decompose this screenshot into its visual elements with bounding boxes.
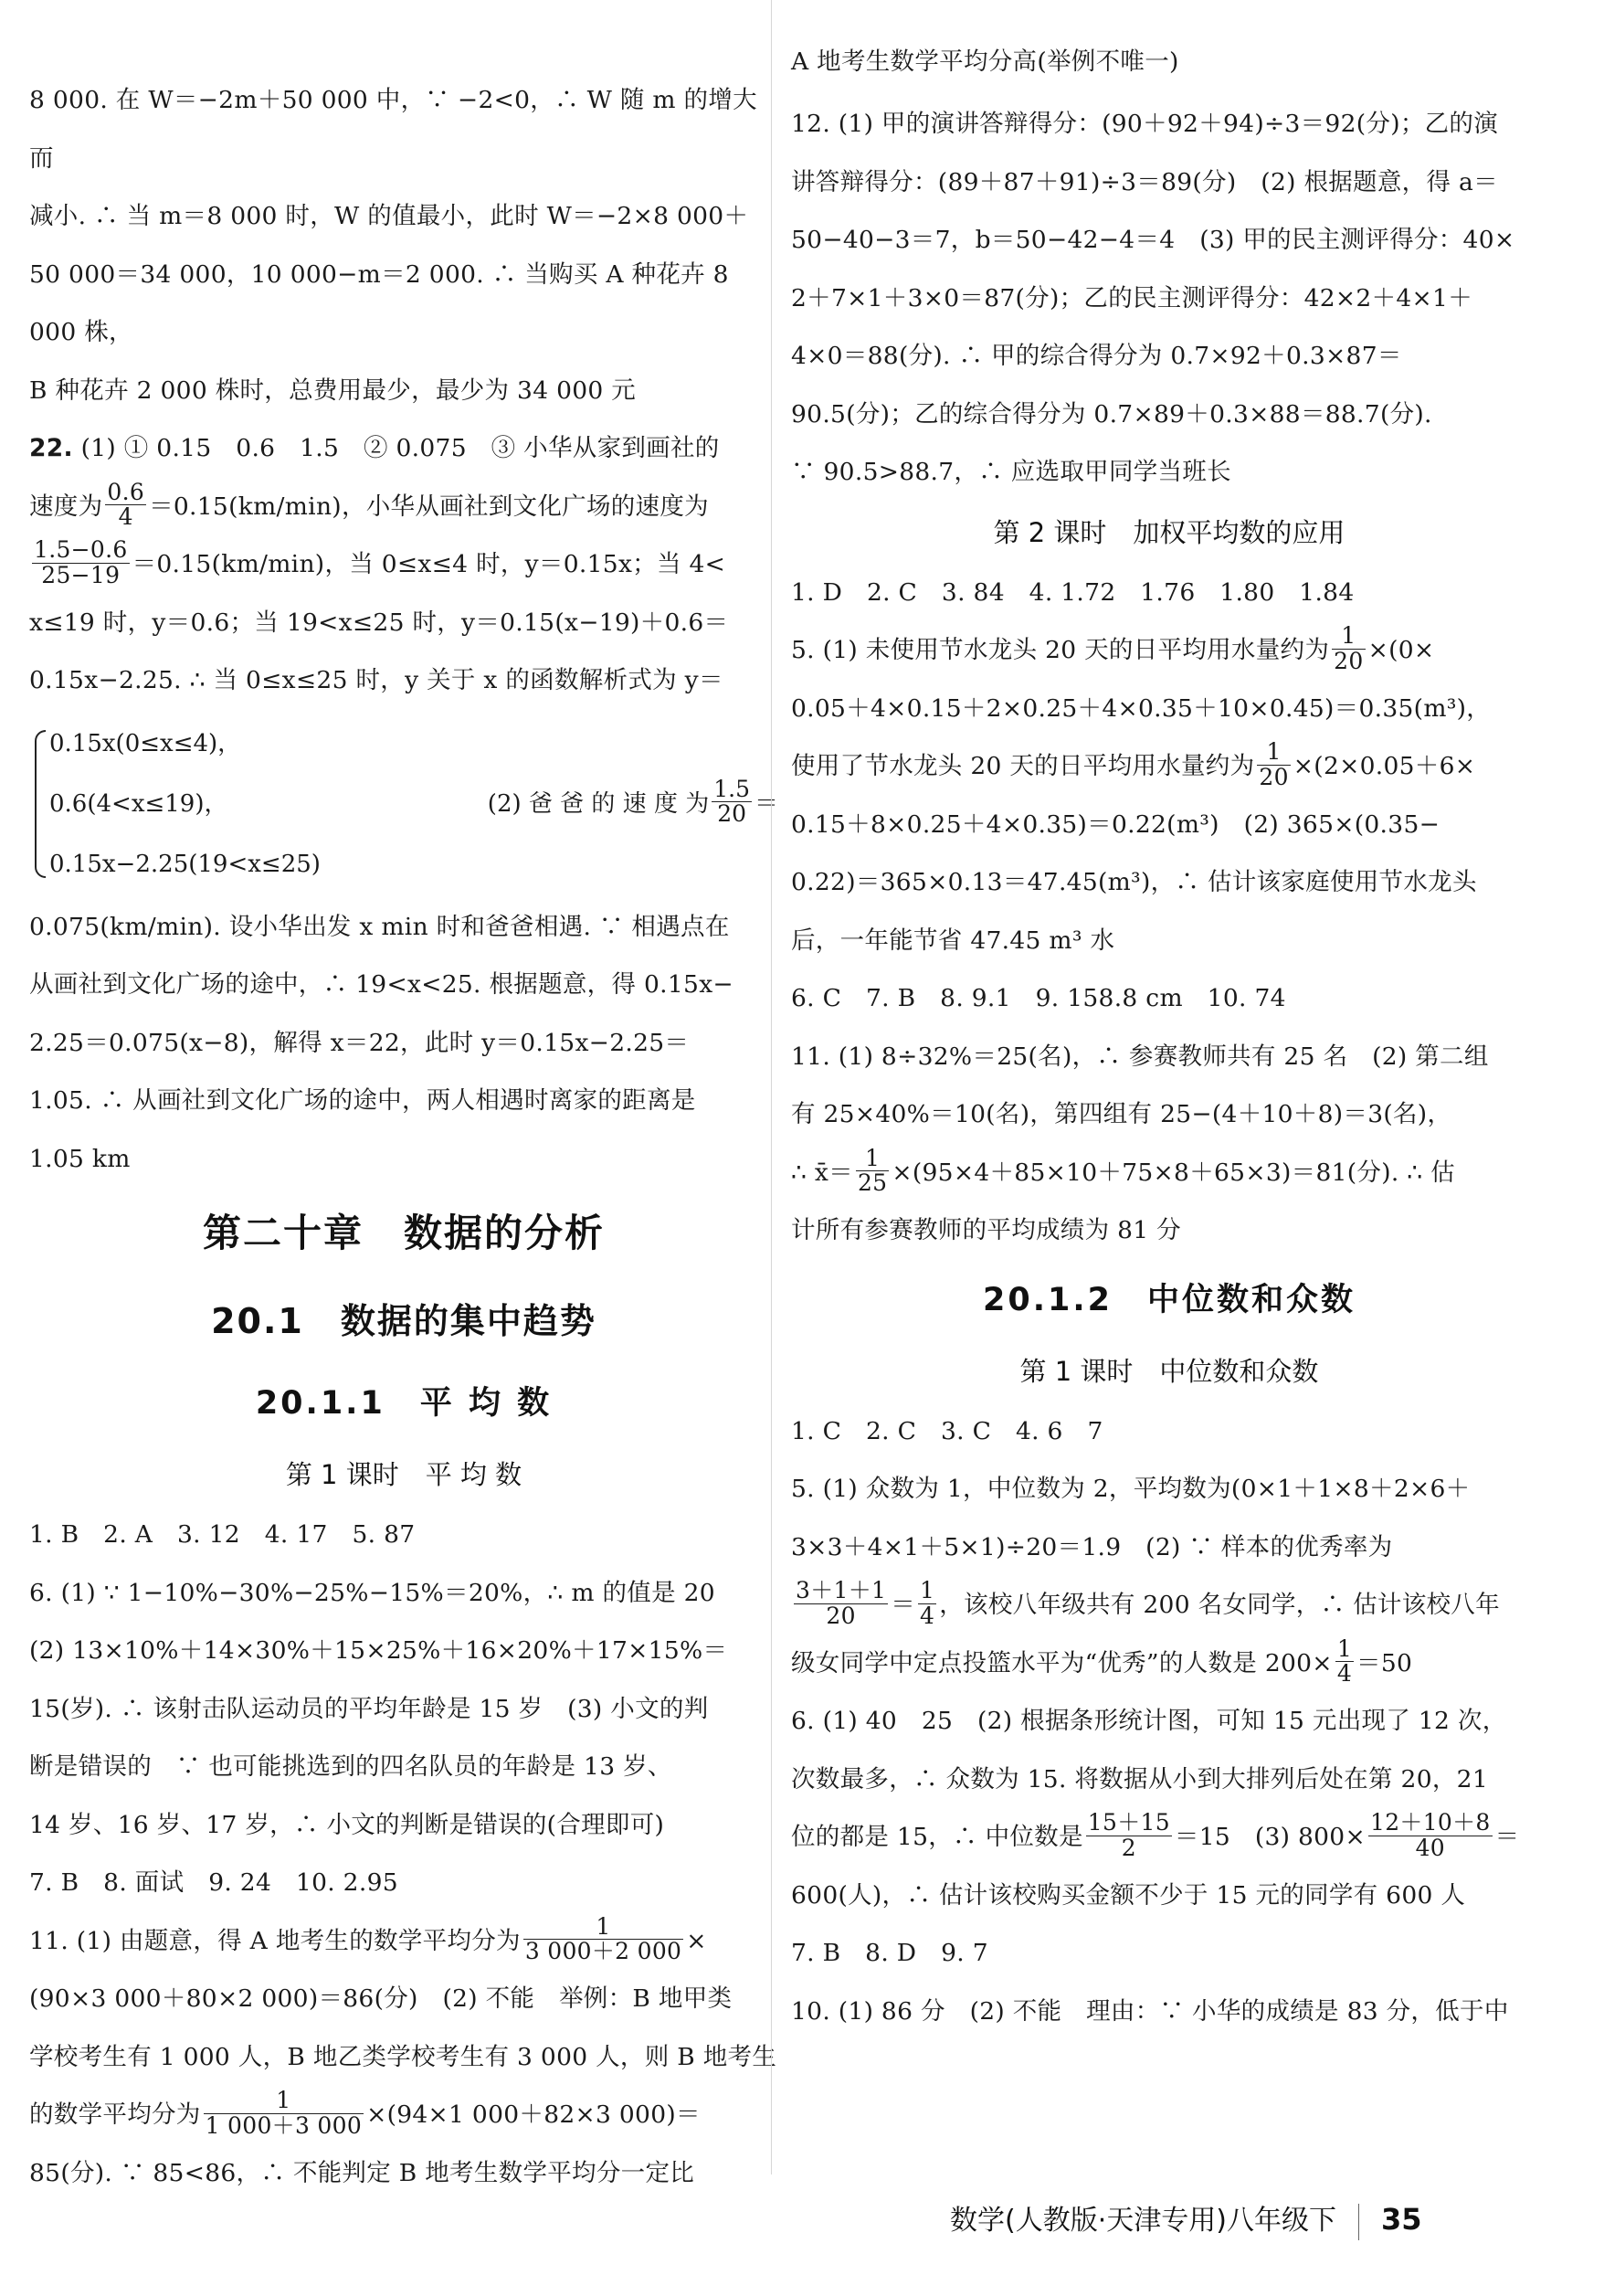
answer-line: 12. (1) 甲的演讲答辩得分：(90＋92＋94)÷3＝92(分)；乙的演 (791, 110, 1499, 138)
piecewise-case: 0.15x(0≤x≤4)， (49, 729, 242, 757)
answer-line: 90.5(分)；乙的综合得分为 0.7×89＋0.3×88＝88.7(分). (791, 399, 1432, 429)
question-22-line: 0.075(km/min). 设小华出发 x min 时和爸爸相遇. ∵ 相遇点在 (29, 912, 730, 941)
fraction-numerator: 1 (1336, 1635, 1353, 1662)
text-span: 的数学平均分为 (29, 2100, 201, 2129)
fraction-denominator: 25−19 (41, 561, 121, 588)
question-22-line: x≤19 时，y＝0.6；当 19<x≤25 时，y＝0.15(x−19)＋0.6＝ (29, 608, 729, 637)
answer-line: 6. C 7. B 8. 9.1 9. 158.8 cm 10. 74 (791, 984, 1286, 1012)
answer-line: 次数最多，∴ 众数为 15. 将数据从小到大排列后处在第 20，21 (791, 1764, 1488, 1793)
answer-line: (2) 13×10%＋14×30%＋15×25%＋16×20%＋17×15%＝ (29, 1636, 728, 1665)
question-22-line: 2.25＝0.075(x−8)，解得 x＝22，此时 y＝0.15x−2.25＝ (29, 1028, 690, 1057)
fraction (1368, 1811, 1493, 1860)
answer-line: (90×3 000＋80×2 000)＝86(分) (2) 不能 举例：B 地甲类 (29, 1984, 733, 2013)
fraction-denominator: 2 (1121, 1834, 1136, 1861)
fraction-numerator: 15＋15 (1087, 1809, 1170, 1836)
left-column (29, 71, 778, 2202)
fraction-numerator: 3＋1＋1 (796, 1577, 887, 1604)
answer-line: 有 25×40%＝10(名)，第四组有 25−(4＋10＋8)＝3(名)， (791, 1100, 1452, 1128)
fraction-denominator: 1 000＋3 000 (205, 2111, 363, 2139)
fraction-denominator: 3 000＋2 000 (524, 1938, 682, 1964)
text-span: ＝ (891, 1591, 916, 1619)
text-span: × (686, 1926, 707, 1955)
question-number: 22. (29, 434, 73, 462)
subsection-title: 20.1.1 平 均 数 (255, 1385, 553, 1422)
fraction-numerator: 1 (523, 1915, 683, 1940)
subsection-title: 20.1.2 中位数和众数 (982, 1281, 1356, 1318)
fraction (1335, 1637, 1354, 1687)
answer-line: 0.15＋8×0.25＋4×0.35)＝0.22(m³) (2) 365×(0.35− (791, 809, 1440, 839)
answer-line (791, 1144, 1547, 1202)
text-span: 级女同学中定点投篮水平为“优秀”的人数是 200× (791, 1648, 1333, 1677)
fraction-denominator: 20 (1334, 647, 1364, 674)
answer-line: 1. B 2. A 3. 12 4. 17 5. 87 (29, 1520, 416, 1549)
question-22-line: 从画社到文化广场的途中，∴ 19<x<25. 根据题意，得 0.15x− (29, 970, 733, 999)
fraction (32, 538, 130, 587)
fraction-denominator: 25 (857, 1169, 888, 1196)
fraction (105, 478, 146, 530)
fraction-denominator: 4 (920, 1602, 935, 1629)
fraction-numerator: 1 (856, 1147, 889, 1171)
question-22-line (29, 419, 778, 478)
answer-line: 讲答辩得分：(89＋87＋91)÷3＝89(分) (2) 根据题意，得 a＝ (791, 167, 1498, 196)
answer-line: 1. C 2. C 3. C 4. 6 7 (791, 1416, 1103, 1445)
fraction-denominator: 20 (826, 1602, 856, 1629)
page-footer (950, 2197, 1571, 2240)
fraction-numerator: 0.6 (107, 478, 145, 505)
fraction-denominator: 4 (1336, 1660, 1353, 1687)
fraction-denominator: 40 (1415, 1834, 1446, 1861)
text-line: 减小. ∴ 当 m＝8 000 时，W 的值最小，此时 W＝−2×8 000＋ (29, 202, 749, 230)
text-span: ×(94×1 000＋82×3 000)＝ (366, 2100, 701, 2129)
answer-line: 5. (1) 众数为 1，中位数为 2，平均数为(0×1＋1×8＋2×6＋ (791, 1475, 1471, 1503)
question-22-line: 1.05. ∴ 从画社到文化广场的途中，两人相遇时离家的距离是 (29, 1086, 696, 1115)
piecewise-row (49, 714, 778, 774)
fraction (204, 2089, 364, 2138)
text-span: ×(2×0.05＋6× (1293, 752, 1476, 780)
answer-line (791, 621, 1547, 680)
answer-line (29, 2086, 778, 2144)
text-span: ＝50 (1356, 1648, 1413, 1677)
text-span: ＝0.15(km/min)，小华从画社到文化广场的速度为 (149, 492, 709, 521)
lesson-title: 第 1 课时 平 均 数 (285, 1459, 522, 1490)
answer-line (791, 1635, 1547, 1693)
text-span (488, 774, 778, 834)
question-22-line: 1.05 km (29, 1144, 131, 1173)
text-span: ∴ x̄＝ (791, 1158, 853, 1187)
answer-line (791, 737, 1547, 796)
answer-line: 11. (1) 8÷32%＝25(名)，∴ 参赛教师共有 25 名 (2) 第二组 (791, 1042, 1489, 1071)
text-span: ＝ (754, 789, 778, 818)
fraction-numerator: 12＋10＋8 (1369, 1809, 1491, 1836)
answer-line: 15(岁). ∴ 该射击队运动员的平均年龄是 15 岁 (3) 小文的判 (29, 1694, 709, 1723)
question-22-line (29, 478, 778, 536)
text-line: B 种花卉 2 000 株时，总费用最少，最少为 34 000 元 (29, 376, 637, 405)
answer-line: 6. (1) 40 25 (2) 根据条形统计图，可知 15 元出现了 12 次， (791, 1707, 1507, 1735)
text-span: 位的都是 15，∴ 中位数是 (791, 1823, 1083, 1851)
fraction-numerator: 1 (1257, 740, 1290, 765)
piecewise-row (49, 774, 778, 834)
text-span: 使用了节水龙头 20 天的日平均用水量约为 (791, 752, 1255, 780)
answer-line: 0.05＋4×0.15＋2×0.25＋4×0.35＋10×0.45)＝0.35(m³)， (791, 693, 1492, 723)
answer-line: 85(分). ∵ 85<86，∴ 不能判定 B 地考生数学平均分一定比 (29, 2158, 695, 2187)
answer-line (791, 1808, 1547, 1867)
text-line: 50 000＝34 000，10 000−m＝2 000. ∴ 当购买 A 种花卉 8 000 株， (29, 259, 729, 346)
lesson-title: 第 2 课时 加权平均数的应用 (993, 516, 1345, 548)
answer-line: 计所有参赛教师的平均成绩为 81 分 (791, 1216, 1181, 1244)
answer-line: 7. B 8. 面试 9. 24 10. 2.95 (29, 1868, 398, 1897)
piecewise-row (49, 834, 778, 894)
question-22-line: 0.15x−2.25. ∴ 当 0≤x≤25 时，y 关于 x 的函数解析式为 y＝ (29, 666, 723, 694)
text-line: 8 000. 在 W＝−2m＋50 000 中，∵ −2<0，∴ W 随 m 的增大而 (29, 86, 757, 173)
footer-divider (1358, 2204, 1359, 2240)
answer-line: 10. (1) 86 分 (2) 不能 理由：∵ 小华的成绩是 83 分，低于中 (791, 1996, 1509, 2026)
text-span: ，该校八年级共有 200 名女同学，∴ 估计该校八年 (939, 1591, 1500, 1619)
text-span: 11. (1) 由题意，得 A 地考生的数学平均分为 (29, 1926, 521, 1955)
fraction-denominator: 20 (1259, 763, 1289, 790)
answer-line: 学校考生有 1 000 人，B 地乙类学校考生有 3 000 人，则 B 地考生 (29, 2042, 777, 2071)
question-22-line (29, 535, 778, 594)
answer-line: 50−40−3＝7，b＝50−42−4＝4 (3) 甲的民主测评得分：40× (791, 226, 1515, 254)
answer-line: 14 岁、16 岁、17 岁，∴ 小文的判断是错误的(合理即可) (29, 1810, 665, 1839)
answer-line: 3×3＋4×1＋5×1)÷20＝1.9 (2) ∵ 样本的优秀率为 (791, 1532, 1393, 1561)
fraction-numerator: 1 (1332, 624, 1365, 649)
answer-line: 4×0＝88(分). ∴ 甲的综合得分为 0.7×92＋0.3×87＝ (791, 342, 1402, 370)
text-span: ＝0.15(km/min)，当 0≤x≤4 时，y＝0.15x；当 4< (132, 550, 726, 578)
book-title: 数学(人教版·天津专用)八年级下 (950, 2205, 1336, 2237)
fraction (1332, 624, 1365, 673)
text-span: ×(95×4＋85×10＋75×8＋65×3)＝81(分). ∴ 估 (892, 1158, 1455, 1187)
answer-line: 断是错误的 ∵ 也可能挑选到的四名队员的年龄是 13 岁、 (29, 1752, 672, 1781)
answer-line: 0.22)＝365×0.13＝47.45(m³)，∴ 估计该家庭使用节水龙头 (791, 868, 1477, 896)
fraction (856, 1144, 889, 1196)
fraction-numerator: 1.5 (713, 775, 750, 802)
answer-line: 2＋7×1＋3×0＝87(分)；乙的民主测评得分：42×2＋4×1＋ (791, 283, 1473, 312)
fraction-denominator: 4 (118, 503, 133, 530)
text-span: 速度为 (29, 492, 103, 521)
chapter-title: 第二十章 数据的分析 (202, 1211, 605, 1255)
text-span: ×(0× (1367, 636, 1435, 664)
piecewise-function (29, 714, 778, 894)
text-span: ＝ (1494, 1823, 1520, 1851)
text-span: (2) 爸 爸 的 速 度 为 (487, 789, 710, 818)
fraction (1257, 740, 1290, 789)
fraction-denominator: 20 (717, 800, 746, 827)
fraction-numerator: 1 (204, 2089, 364, 2113)
piecewise-case: 0.15x−2.25(19<x≤25) (49, 850, 321, 878)
answer-line: 1. D 2. C 3. 84 4. 1.72 1.76 1.80 1.84 (791, 577, 1355, 607)
answer-line (791, 1576, 1547, 1635)
piecewise-case: 0.6(4<x≤19)， (49, 789, 228, 818)
answer-line: ∵ 90.5>88.7，∴ 应选取甲同学当班长 (791, 458, 1231, 486)
page-number: 35 (1380, 2202, 1422, 2237)
text-span: 5. (1) 未使用节水龙头 20 天的日平均用水量约为 (791, 636, 1330, 664)
answer-line: 6. (1) ∵ 1−10%−30%−25%−15%＝20%，∴ m 的值是 20 (29, 1578, 715, 1607)
answer-line (29, 1912, 778, 1971)
text-span: ＝15 (3) 800× (1174, 1823, 1366, 1851)
text-line: A 地考生数学平均分高(举例不唯一) (791, 48, 1179, 76)
fraction (712, 775, 752, 827)
fraction (794, 1579, 888, 1628)
section-title: 20.1 数据的集中趋势 (211, 1301, 596, 1341)
text-span: (1) ① 0.15 0.6 1.5 ② 0.075 ③ 小华从家到画社的 (80, 434, 720, 462)
answer-line: 7. B 8. D 9. 7 (791, 1939, 988, 1967)
answer-line: 600(人)，∴ 估计该校购买金额不少于 15 元的同学有 600 人 (791, 1880, 1466, 1910)
fraction (523, 1912, 683, 1964)
fraction-numerator: 1.5−0.6 (34, 536, 128, 564)
fraction (1086, 1811, 1172, 1860)
right-column (791, 48, 1547, 2040)
lesson-title: 第 1 课时 中位数和众数 (1019, 1355, 1319, 1387)
answer-line: 后，一年能节省 47.45 m³ 水 (791, 926, 1115, 955)
fraction-numerator: 1 (920, 1577, 935, 1604)
fraction (918, 1579, 936, 1628)
